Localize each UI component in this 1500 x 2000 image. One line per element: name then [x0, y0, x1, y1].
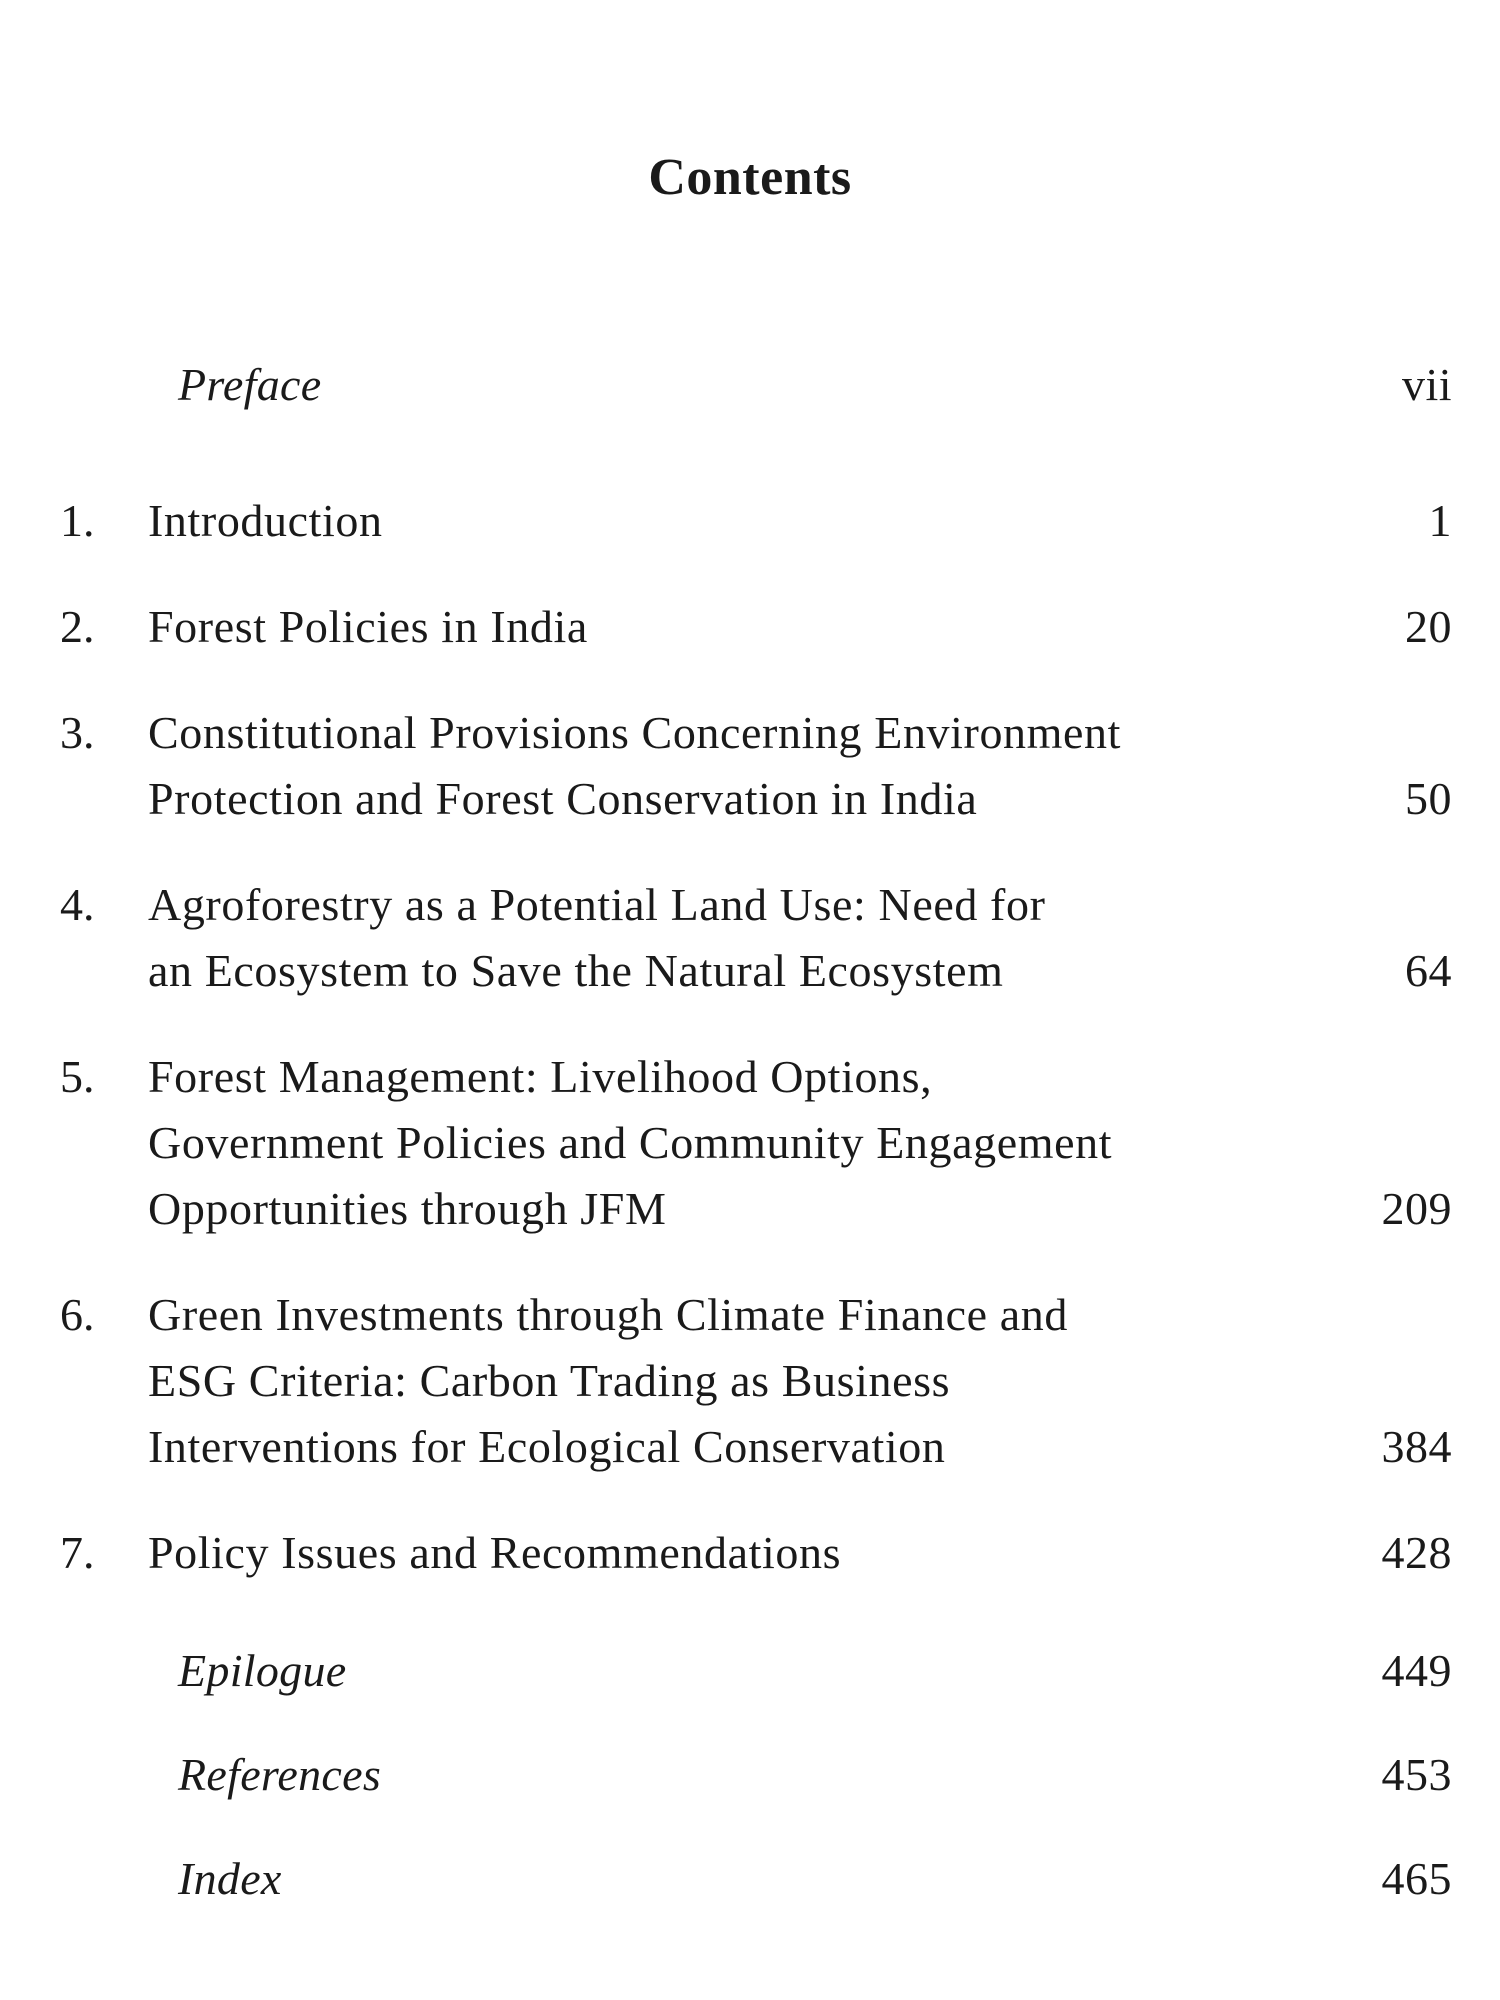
- chapter-title: [148, 1044, 1348, 1242]
- chapter-number: 3.: [60, 707, 95, 758]
- title-line: Green Investments through Climate Finance and: [148, 1289, 1068, 1340]
- entry-label: References: [178, 1749, 382, 1800]
- chapter-title: [148, 488, 1348, 554]
- page-number: 453: [1381, 1749, 1452, 1800]
- title-line: Policy Issues and Recommendations: [148, 1527, 842, 1578]
- chapter-title: [148, 1282, 1348, 1480]
- title-line: ESG Criteria: Carbon Trading as Business: [148, 1355, 951, 1406]
- chapter-number: 2.: [60, 601, 95, 652]
- title-line: Opportunities through JFM: [148, 1183, 667, 1234]
- title-line: Protection and Forest Conservation in India: [148, 773, 978, 824]
- chapter-number: 7.: [60, 1527, 95, 1578]
- entry-label: Epilogue: [178, 1645, 347, 1696]
- page-number: vii: [1401, 359, 1452, 410]
- page-number: 384: [1381, 1421, 1452, 1472]
- title-line: Constitutional Provisions Concerning Environment: [148, 707, 1122, 758]
- page-number: 20: [1405, 601, 1452, 652]
- page-number: 428: [1381, 1527, 1452, 1578]
- entry-label: Preface: [178, 359, 322, 410]
- page-number: 1: [1428, 495, 1452, 546]
- title-line: an Ecosystem to Save the Natural Ecosystem: [148, 945, 1004, 996]
- page-number: 209: [1381, 1183, 1452, 1234]
- title-line: Forest Management: Livelihood Options,: [148, 1051, 933, 1102]
- title-line: Government Policies and Community Engagement: [148, 1117, 1113, 1168]
- title-line: Forest Policies in India: [148, 601, 588, 652]
- chapter-title: [148, 700, 1348, 832]
- title-line: Interventions for Ecological Conservation: [148, 1421, 946, 1472]
- entry-label: Index: [178, 1853, 282, 1904]
- chapter-number: 5.: [60, 1051, 95, 1102]
- chapter-title: [148, 594, 1348, 660]
- chapter-number: 4.: [60, 879, 95, 930]
- title-line: Agroforestry as a Potential Land Use: Need for: [148, 879, 1046, 930]
- page-number: 64: [1405, 945, 1452, 996]
- page-number: 50: [1405, 773, 1452, 824]
- chapter-title: [148, 1520, 1348, 1586]
- chapter-number: 6.: [60, 1289, 95, 1340]
- chapter-number: 1.: [60, 495, 95, 546]
- page-number: 449: [1381, 1645, 1452, 1696]
- page-number: 465: [1381, 1853, 1452, 1904]
- page-title: Contents: [648, 149, 852, 206]
- title-line: Introduction: [148, 495, 383, 546]
- chapter-title: [148, 872, 1348, 1004]
